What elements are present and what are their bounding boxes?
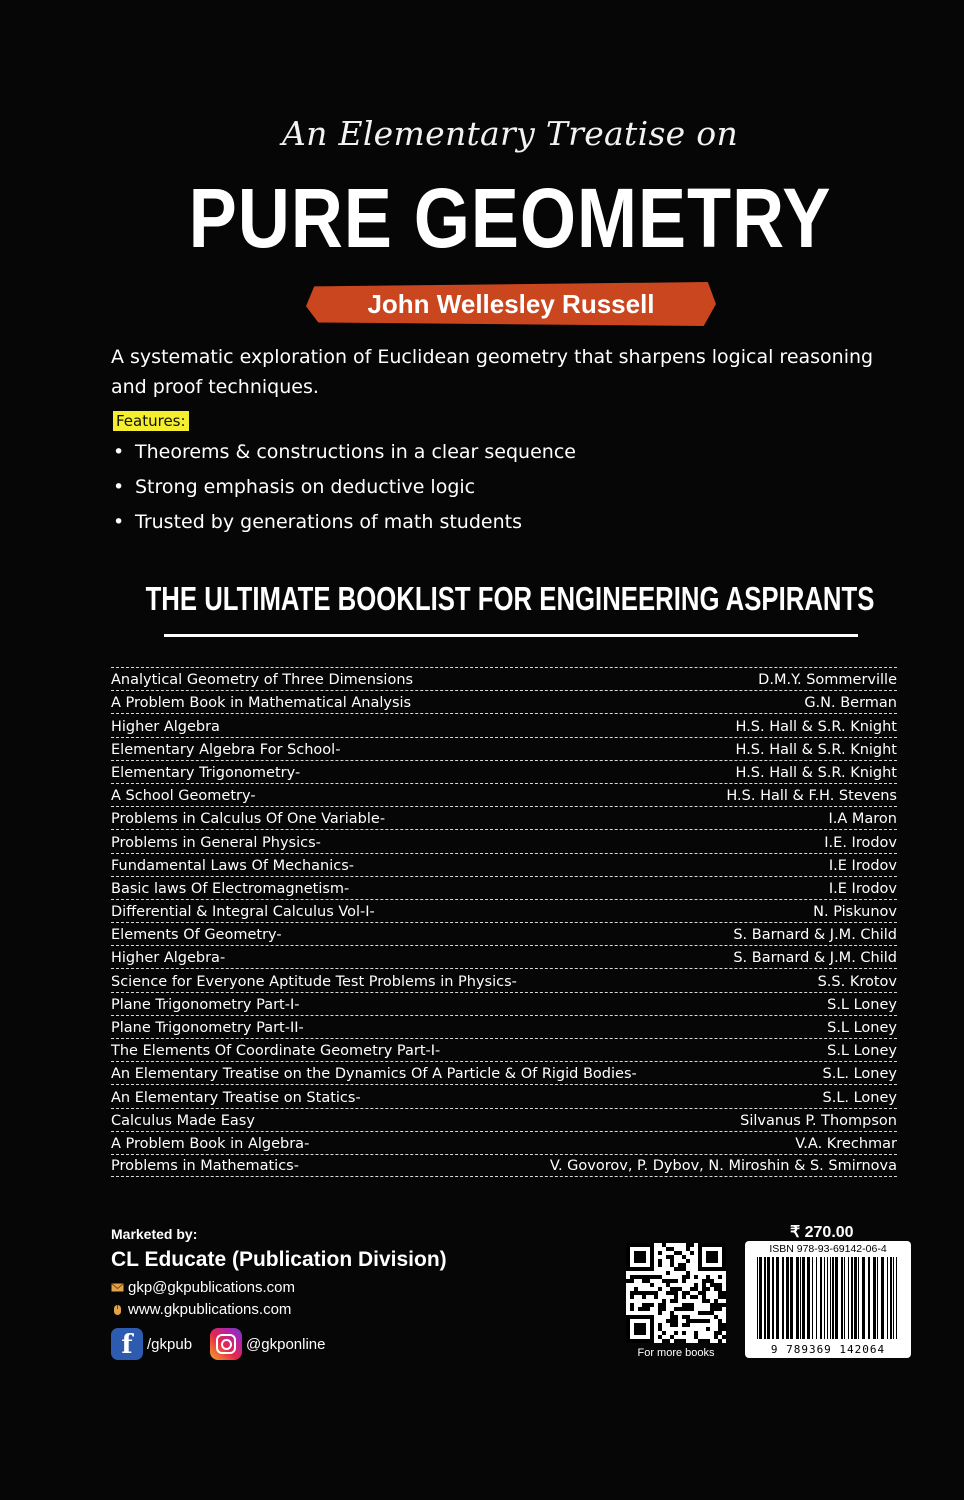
book-row bbox=[111, 760, 897, 783]
book-subtitle: An Elementary Treatise on bbox=[281, 114, 739, 153]
qr-caption: For more books bbox=[637, 1347, 715, 1359]
book-row-title: A School Geometry- bbox=[111, 788, 256, 805]
mouse-icon bbox=[111, 1303, 124, 1316]
book-row bbox=[111, 968, 897, 991]
book-row-author: I.E Irodov bbox=[828, 880, 897, 897]
book-row-author: I.E Irodov bbox=[828, 857, 897, 874]
feature-item: • Trusted by generations of math students bbox=[113, 511, 522, 533]
mail-icon bbox=[111, 1281, 124, 1294]
book-row-title: An Elementary Treatise on the Dynamics Of A Particle & Of Rigid Bodies- bbox=[111, 1066, 637, 1083]
instagram-handle: @gkponline bbox=[246, 1335, 326, 1353]
book-row-title: A Problem Book in Algebra- bbox=[111, 1135, 310, 1152]
book-row-title: Elementary Algebra For School- bbox=[111, 741, 341, 758]
book-row-title: Problems in Calculus Of One Variable- bbox=[111, 811, 386, 828]
facebook-handle: /gkpub bbox=[147, 1335, 193, 1353]
book-row bbox=[111, 1038, 897, 1061]
book-row-author: I.A Maron bbox=[828, 811, 897, 828]
marketed-by-label: Marketed by: bbox=[111, 1226, 198, 1242]
book-row-author: H.S. Hall & S.R. Knight bbox=[735, 764, 897, 781]
book-row-author: S.L. Loney bbox=[822, 1066, 897, 1083]
book-row bbox=[111, 667, 897, 690]
book-row-title: The Elements Of Coordinate Geometry Part-I- bbox=[111, 1043, 441, 1060]
book-title: PURE GEOMETRY bbox=[188, 171, 832, 265]
bullet-icon: • bbox=[113, 441, 125, 463]
book-row-title: Basic laws Of Electromagnetism- bbox=[111, 880, 350, 897]
book-row bbox=[111, 899, 897, 922]
book-row-author: G.N. Berman bbox=[804, 695, 897, 712]
book-row bbox=[111, 690, 897, 713]
book-row-title: Higher Algebra- bbox=[111, 950, 226, 967]
book-row-author: I.E. Irodov bbox=[824, 834, 897, 851]
bullet-icon: • bbox=[113, 476, 125, 498]
heading-underline bbox=[164, 634, 858, 637]
book-row bbox=[111, 1131, 897, 1154]
booklist-heading: THE ULTIMATE BOOKLIST FOR ENGINEERING ASPIRANTS bbox=[145, 580, 875, 617]
book-row-title: An Elementary Treatise on Statics- bbox=[111, 1089, 361, 1106]
qr-code-pattern bbox=[626, 1243, 726, 1343]
book-row-title: Problems in Mathematics- bbox=[111, 1158, 299, 1175]
book-row-title: Elementary Trigonometry- bbox=[111, 764, 301, 781]
book-row-title: Higher Algebra bbox=[111, 718, 220, 735]
feature-item: • Strong emphasis on deductive logic bbox=[113, 476, 476, 498]
social-links bbox=[111, 1328, 326, 1360]
book-row bbox=[111, 853, 897, 876]
book-row-title: Plane Trigonometry Part-II- bbox=[111, 1020, 304, 1036]
book-row bbox=[111, 945, 897, 968]
book-row-title: Elements Of Geometry- bbox=[111, 927, 282, 944]
book-row-author: S. Barnard & J.M. Child bbox=[733, 950, 897, 967]
booklist-table bbox=[111, 667, 897, 1177]
website-contact: www.gkpublications.com bbox=[111, 1301, 291, 1318]
isbn-text: ISBN 978-93-69142-06-4 bbox=[769, 1243, 887, 1255]
book-row bbox=[111, 737, 897, 760]
qr-code bbox=[626, 1243, 726, 1343]
book-row bbox=[111, 1108, 897, 1131]
book-description: A systematic exploration of Euclidean geometry that sharpens logical reasoning and proof techniques. bbox=[111, 346, 874, 398]
book-row bbox=[111, 829, 897, 852]
marketer-name: CL Educate (Publication Division) bbox=[111, 1248, 447, 1271]
book-row-author: S.L Loney bbox=[827, 1043, 897, 1060]
feature-item: • Theorems & constructions in a clear sequence bbox=[113, 441, 576, 463]
book-row-title: Fundamental Laws Of Mechanics- bbox=[111, 857, 355, 874]
book-row bbox=[111, 922, 897, 945]
book-row-title: Calculus Made Easy bbox=[111, 1112, 255, 1129]
book-row-title: Science for Everyone Aptitude Test Problems in Physics- bbox=[111, 973, 517, 990]
book-author: John Wellesley Russell bbox=[367, 289, 655, 319]
book-row bbox=[111, 1084, 897, 1107]
instagram-icon bbox=[210, 1328, 242, 1360]
book-row-author: V. Govorov, P. Dybov, N. Miroshin & S. Smirnova bbox=[549, 1158, 897, 1175]
book-row-author: S.S. Krotov bbox=[817, 973, 897, 990]
book-row-author: D.M.Y. Sommerville bbox=[758, 672, 897, 689]
book-row-author: H.S. Hall & S.R. Knight bbox=[735, 741, 897, 758]
book-row-author: N. Piskunov bbox=[813, 904, 897, 921]
book-row bbox=[111, 1015, 897, 1038]
book-row-title: Problems in General Physics- bbox=[111, 834, 321, 851]
book-row-author: S.L Loney bbox=[827, 996, 897, 1013]
book-row-title: Differential & Integral Calculus Vol-I- bbox=[111, 904, 375, 921]
book-row bbox=[111, 992, 897, 1015]
book-row-author: S.L Loney bbox=[827, 1020, 897, 1036]
email-contact: gkp@gkpublications.com bbox=[111, 1279, 295, 1296]
book-row bbox=[111, 876, 897, 899]
book-row bbox=[111, 806, 897, 829]
bullet-icon: • bbox=[113, 511, 125, 533]
book-row bbox=[111, 1154, 897, 1177]
book-row-author: S.L. Loney bbox=[822, 1089, 897, 1106]
price: ₹ 270.00 bbox=[790, 1224, 854, 1241]
features-label: Features: bbox=[113, 411, 189, 431]
book-row bbox=[111, 713, 897, 736]
barcode-bars bbox=[745, 1241, 911, 1358]
book-row bbox=[111, 783, 897, 806]
book-row bbox=[111, 1061, 897, 1084]
book-row-title: Plane Trigonometry Part-I- bbox=[111, 996, 300, 1013]
book-row-author: S. Barnard & J.M. Child bbox=[733, 927, 897, 944]
book-row-title: Analytical Geometry of Three Dimensions bbox=[111, 672, 414, 689]
book-row-author: V.A. Krechmar bbox=[795, 1135, 897, 1152]
book-row-author: H.S. Hall & S.R. Knight bbox=[735, 718, 897, 735]
book-row-title: A Problem Book in Mathematical Analysis bbox=[111, 695, 412, 712]
book-row-author: Silvanus P. Thompson bbox=[740, 1112, 897, 1129]
barcode bbox=[745, 1241, 911, 1358]
barcode-digits: 9 789369 142064 bbox=[770, 1343, 886, 1356]
facebook-icon: f bbox=[111, 1328, 143, 1360]
book-row-author: H.S. Hall & F.H. Stevens bbox=[726, 788, 897, 805]
